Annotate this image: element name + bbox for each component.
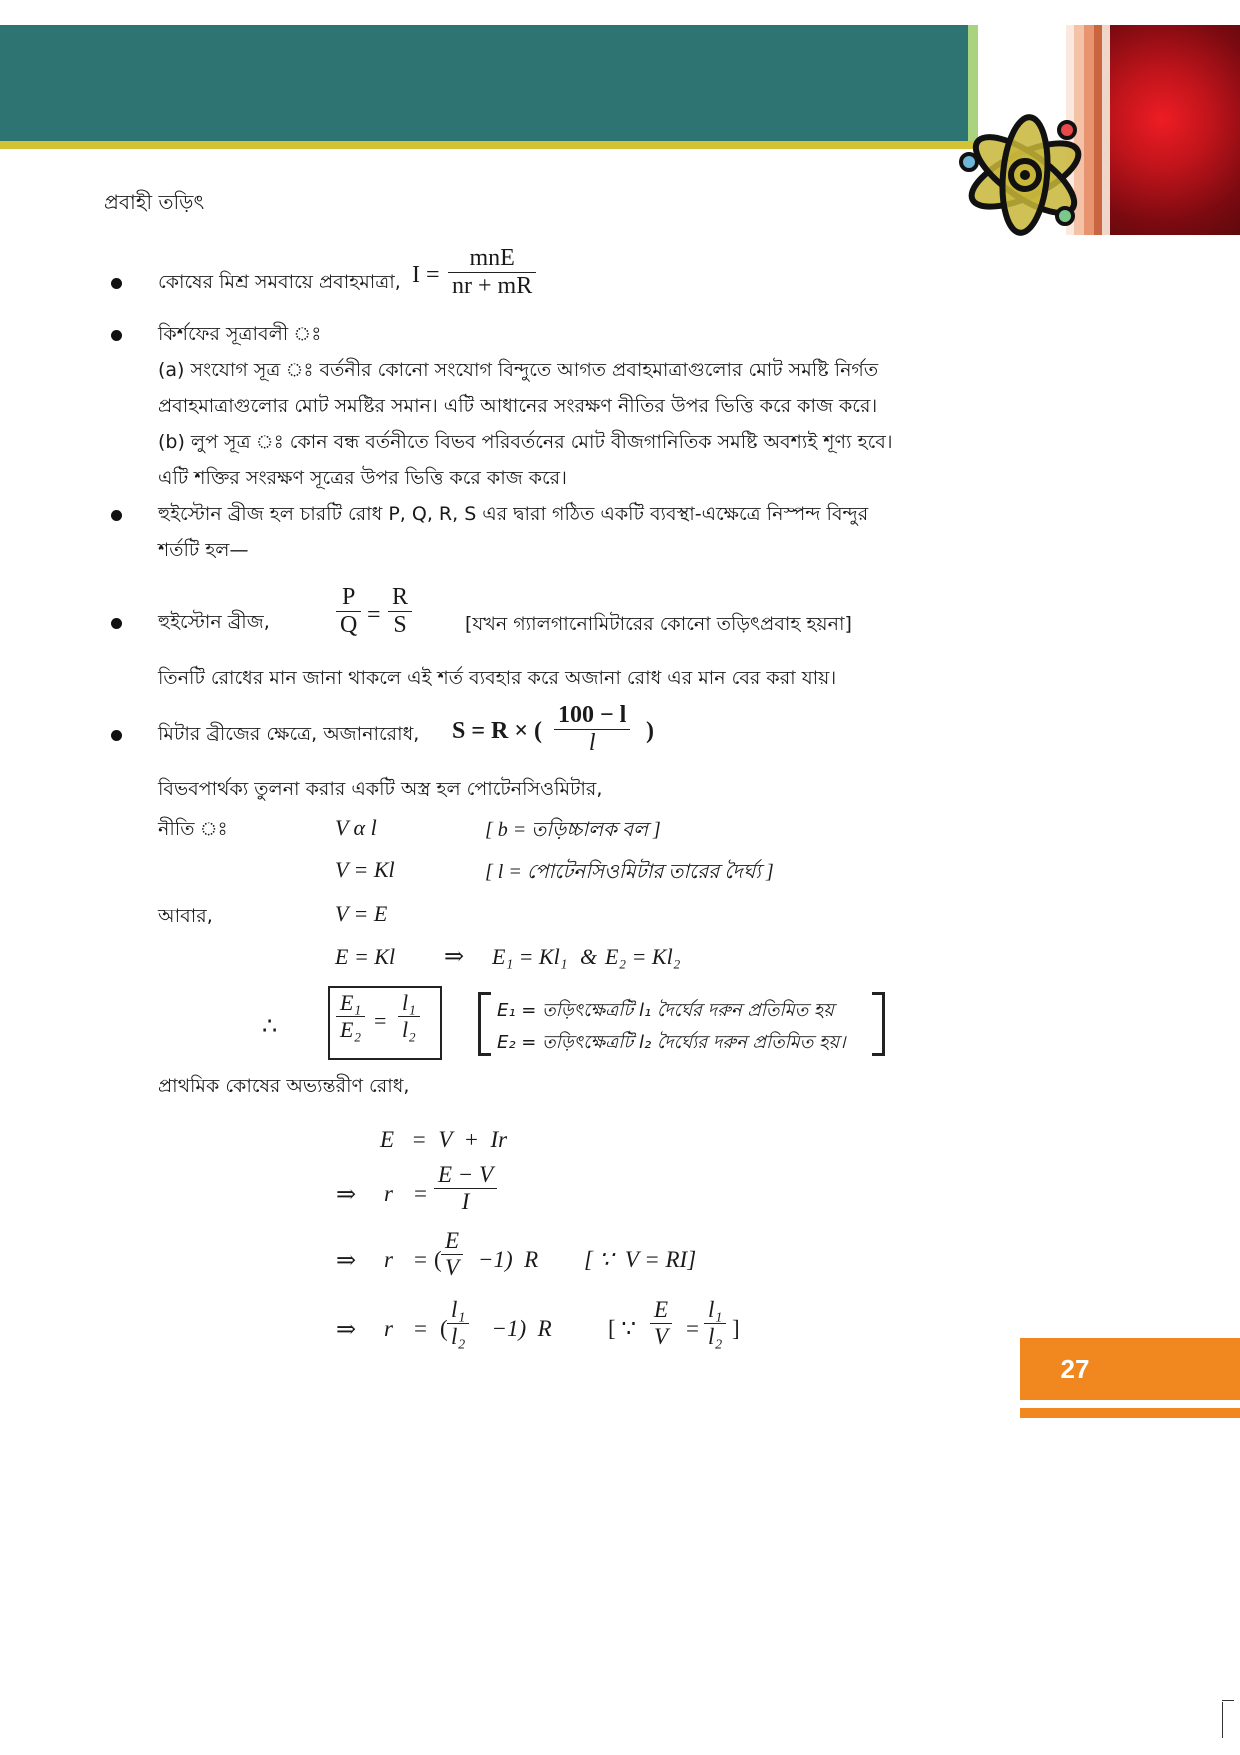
equation: E₁ = Kl₁ bbox=[492, 944, 568, 969]
equation: E = Kl bbox=[335, 944, 396, 969]
equation: V = Kl bbox=[335, 857, 395, 882]
equation: E = V + Ir bbox=[380, 1127, 508, 1152]
fraction-numerator: E bbox=[654, 1297, 669, 1322]
emf-ratio-fraction bbox=[336, 990, 365, 1043]
length-ratio-fraction bbox=[447, 1297, 469, 1350]
header-band bbox=[0, 25, 968, 141]
fraction-denominator: nr + mR bbox=[448, 272, 536, 300]
implies-symbol: ⇒ bbox=[336, 1317, 357, 1343]
header-stripe bbox=[1094, 25, 1102, 235]
emf-voltage-fraction bbox=[441, 1228, 463, 1281]
left-bracket bbox=[478, 992, 491, 1056]
equals-sign: = bbox=[414, 1316, 427, 1341]
equals-sign: = bbox=[686, 1316, 699, 1341]
fraction-numerator: E₁ bbox=[340, 990, 362, 1015]
fraction-denominator: l bbox=[554, 729, 630, 757]
text-line: শর্তটি হল— bbox=[158, 539, 249, 561]
equation: E₂ = Kl₂ bbox=[605, 944, 681, 969]
equation: & bbox=[580, 944, 598, 969]
fraction-denominator: V bbox=[441, 1254, 463, 1281]
open-paren: ( bbox=[440, 1316, 448, 1341]
bullet bbox=[111, 510, 122, 521]
fraction-denominator: V bbox=[650, 1323, 672, 1350]
bullet bbox=[111, 278, 122, 289]
equation-note: [ ∵ bbox=[608, 1316, 637, 1341]
equals-sign: = bbox=[367, 602, 381, 628]
header-stripe bbox=[1102, 25, 1110, 235]
equals-sign: = bbox=[414, 1181, 427, 1206]
fraction-numerator: mnE bbox=[469, 245, 515, 271]
formula-rhs: ) bbox=[646, 718, 654, 744]
implies-symbol: ⇒ bbox=[444, 944, 465, 970]
meter-bridge-fraction bbox=[554, 702, 630, 757]
variable-r: r bbox=[384, 1247, 393, 1272]
atom-icon bbox=[955, 110, 1095, 240]
wheatstone-fraction-left bbox=[336, 584, 361, 639]
page-number-underline bbox=[1020, 1408, 1240, 1418]
length-ratio-fraction bbox=[398, 990, 420, 1043]
text-line: (b) লুপ সূত্র ঃ কোন বন্ধ বর্তনীতে বিভব পরিবর্তনের মোট বীজগানিতিক সমষ্টি অবশ্যই শূণ্য হবে। bbox=[158, 431, 893, 453]
fraction-numerator: 100 − l bbox=[558, 702, 627, 728]
fraction-denominator: l₂ bbox=[704, 1323, 726, 1350]
implies-symbol: ⇒ bbox=[336, 1248, 357, 1274]
equation-note: [ ∵ V = RI] bbox=[584, 1247, 697, 1272]
right-bracket bbox=[872, 992, 885, 1056]
text-line: প্রবাহমাত্রাগুলোর মোট সমষ্টির সমান। এটি আধানের সংরক্ষণ নীতির উপর ভিত্তি করে কাজ করে। bbox=[158, 395, 878, 417]
page-number: 27 bbox=[1060, 1354, 1090, 1384]
equals-sign: = bbox=[374, 1008, 387, 1033]
text-line: এটি শক্তির সংরক্ষণ সূত্রের উপর ভিত্তি করে কাজ করে। bbox=[158, 467, 567, 489]
fraction-numerator: P bbox=[341, 584, 356, 610]
crop-mark bbox=[1222, 1700, 1234, 1701]
implies-symbol: ⇒ bbox=[336, 1182, 357, 1208]
fraction-denominator: S bbox=[388, 611, 412, 639]
formula-lhs: I = bbox=[412, 262, 440, 288]
length-ratio-fraction bbox=[704, 1297, 726, 1350]
text-line: আবার, bbox=[158, 905, 213, 927]
equation: V = E bbox=[335, 901, 388, 926]
text-line: বিভবপার্থক্য তুলনা করার একটি অস্ত্র হল পোটেনসিওমিটার, bbox=[158, 778, 603, 800]
emf-voltage-fraction bbox=[650, 1297, 672, 1350]
fraction-numerator: E − V bbox=[438, 1162, 494, 1187]
fraction-denominator: Q bbox=[336, 611, 361, 639]
wheatstone-fraction-right bbox=[388, 584, 412, 639]
bullet bbox=[111, 618, 122, 629]
fraction-denominator: E₂ bbox=[336, 1016, 365, 1043]
equation: −1) R bbox=[480, 1316, 552, 1341]
fraction-numerator: l₁ bbox=[402, 990, 416, 1015]
text-line: কোষের মিশ্র সমবায়ে প্রবাহমাত্রা, bbox=[158, 271, 401, 293]
text-line: E₂ = তড়িৎক্ষেত্রটি l₂ দৈর্ঘ্যের দরুন প্রতিমিত হয়। bbox=[497, 1032, 846, 1053]
text-line: E₁ = তড়িৎক্ষেত্রটি l₁ দৈর্ঘের দরুন প্রতিমিত হয় bbox=[497, 1000, 834, 1021]
crop-mark bbox=[1222, 1702, 1223, 1738]
close-bracket: ] bbox=[732, 1316, 740, 1341]
text-line: মিটার ব্রীজের ক্ষেত্রে, অজানারোধ, bbox=[158, 723, 420, 745]
formula-lhs: S = R × ( bbox=[452, 718, 543, 744]
equals-sign: = bbox=[414, 1247, 427, 1272]
equation: V α l bbox=[335, 815, 377, 840]
bullet bbox=[111, 330, 122, 341]
resistance-fraction bbox=[434, 1162, 497, 1215]
equation-note: [ l = পোটেনসিওমিটার তারের দৈর্ঘ্য ] bbox=[485, 861, 774, 883]
principle-label: নীতি ঃ bbox=[158, 818, 228, 840]
internal-resistance-title: প্রাথমিক কোষের অভ্যন্তরীণ রোধ, bbox=[158, 1075, 410, 1097]
fraction-denominator: I bbox=[434, 1188, 497, 1215]
text-line: হুইস্টোন ব্রীজ, bbox=[158, 611, 270, 633]
therefore-symbol: ∴ bbox=[262, 1014, 278, 1040]
header-accent-yellow bbox=[0, 141, 978, 149]
variable-r: r bbox=[384, 1181, 393, 1206]
fraction-denominator: l₂ bbox=[447, 1323, 469, 1350]
open-paren: ( bbox=[434, 1247, 442, 1272]
text-line: তিনটি রোধের মান জানা থাকলে এই শর্ত ব্যবহার করে অজানা রোধ এর মান বের করা যায়। bbox=[158, 667, 837, 689]
equation: −1) R bbox=[478, 1247, 539, 1272]
text-line: হুইস্টোন ব্রীজ হল চারটি রোধ P, Q, R, S এর দ্বারা গঠিত একটি ব্যবস্থা-এক্ষেত্রে নিস্পন্দ বিন্দুর bbox=[158, 503, 869, 525]
kirchhoff-title: কির্শফের সূত্রাবলী ঃ bbox=[158, 323, 322, 345]
current-fraction bbox=[448, 245, 536, 300]
fraction-numerator: l₁ bbox=[451, 1297, 466, 1322]
text-line: [যখন গ্যালগানোমিটারের কোনো তড়িৎপ্রবাহ হয়না] bbox=[465, 613, 852, 635]
fraction-numerator: l₁ bbox=[708, 1297, 723, 1322]
header-red-block bbox=[1110, 25, 1240, 235]
text-line: (a) সংযোগ সূত্র ঃ বর্তনীর কোনো সংযোগ বিন্দুতে আগত প্রবাহমাত্রাগুলোর মোট সমষ্টি নির্গত bbox=[158, 359, 879, 381]
variable-r: r bbox=[384, 1316, 393, 1341]
equation-note: [ b = তড়িচ্চালক বল ] bbox=[485, 819, 661, 841]
fraction-denominator: l₂ bbox=[398, 1016, 420, 1043]
fraction-numerator: R bbox=[392, 584, 409, 610]
fraction-numerator: E bbox=[445, 1228, 460, 1253]
chapter-title: প্রবাহী তড়িৎ bbox=[104, 190, 205, 214]
bullet bbox=[111, 730, 122, 741]
